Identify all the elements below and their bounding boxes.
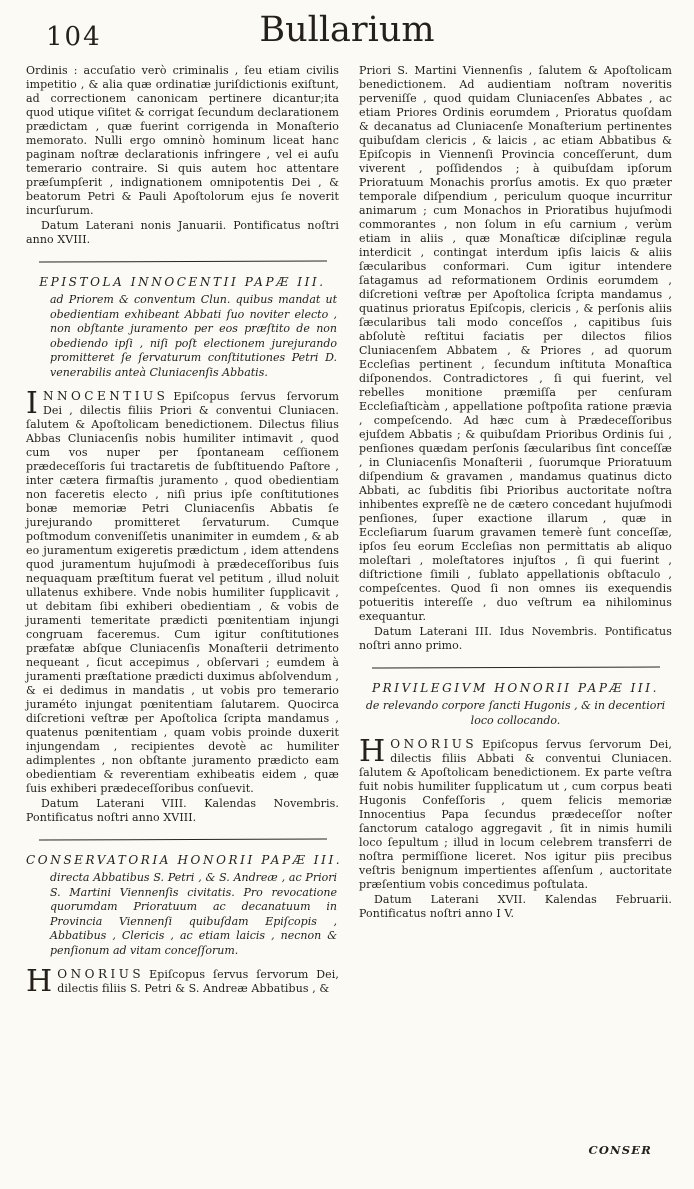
heading-caps: PRIVILEGIVM HONORII PAPÆ III.: [371, 681, 660, 695]
section-heading-conservatoria: [26, 853, 343, 958]
left-column: [26, 64, 343, 999]
section-heading-privilegium: [359, 681, 672, 728]
paragraph-innocentius: [26, 386, 339, 796]
dropcap-name: ONORIUS: [57, 967, 145, 981]
section-heading-epistola: [26, 275, 339, 380]
right-column: [359, 64, 672, 996]
paragraph-body: Epiſcopus ſervus ſervorum Dei, dilectis filiis S. Petri & S. Andreæ Abbatibus , &: [57, 968, 339, 995]
dropcap-initial: H: [26, 964, 53, 999]
section-divider: [39, 838, 327, 840]
datum-line: Datum Laterani XVII. Kalendas Februarii. Pontificatus noſtri anno I V.: [359, 893, 672, 920]
dropcap-initial: I: [26, 386, 38, 421]
page-number: 104: [46, 22, 102, 52]
paragraph-body: Epiſcopus ſervus ſervorum Dei, dilectis filiis Abbati & conventui Cluniacen. ſalutem & Apoſtolicam benedictionem. Ex parte veſtra fuit nobis humiliter ſupplicatum ut , cum corpus beati Hugonis Confeſſoris , quem felicis memoriæ Innocentius Papa ſecundus prædeceſſor noſter ſanctorum catalogo aggregavit , ſit in nimis humili loco ſepultum ; illud in locum celebrem transferri de noſtra permiſſione liceret. Nos igitur piis precibus veſtris benignum impertientes aſſenſum , auctoritate præſentium vobis concedimus poſtulata.: [359, 738, 672, 891]
paragraph-body: Epiſcopus ſervus ſervorum Dei , dilectis filiis Priori & conventui Cluniacen. ſalutem & Apoſtolicam benedictionem. Dilectus filius Abbas Cluniacenſis nobis humiliter intimavit , quod cum vos nuper per ſpontaneam ceſſionem prædeceſſoris ſui tractaretis de ſubſtituendo Paſtore , inter cætera firmaſtis juramento , quod obedientiam non faceretis electo , niſi prius ipſe conſtitutiones bonæ memoriæ Petri Cluniacenſis Abbatis ſe jurejurando promitteret ſervaturum. Cumque poſtmodum conveniſſetis unanimiter in eumdem , & ab eo juramentum exigeretis prædictum , idem attendens quod juramentum hujuſmodi à prædeceſſoribus ſuis nequaquam præſtitum fuerat vel petitum , illud noluit ullatenus exhibere. Vnde nobis humiliter ſupplicavit , ut debitam ſibi exhiberi obedientiam , & vobis de juramenti temeritate prædicti pœnitentiam injungi congruam faceremus. Cum igitur conſtitutiones præfatæ abſque Cluniacenſis Monaſterii detrimento nequeant , ſicut accepimus , obſervari ; eumdem à juramenti præſtatione prædicti duximus abſolvendum , & ei dedimus in mandatis , ut vobis pro temerario juraméto injungat pœnitentiam ſalutarem. Quocirca diſcretioni veſtræ per Apoſtolica ſcripta mandamus , quatenus pœnitentiam , quam vobis proinde duxerit injungendam , recipientes devotè ac humiliter adimplentes , non obſtante juramento prædicto eam obedientiam & reverentiam exhibeatis eidem , quæ ſuis exhiberi prædeceſſoribus conſuevit.: [26, 390, 339, 795]
heading-argument: ad Priorem & conventum Clun. quibus mandat ut obedientiam exhibeant Abbati ſuo noviter electo , non obſtante juramento per eos præſtito de non obediendo ipſi , niſi poſt electionem jurejurando promitteret ſe ſervaturum conſtitutiones Petri D. venerabilis anteà Cluniacenſis Abbatis.: [50, 293, 337, 379]
paragraph-honorius-start: [26, 964, 339, 999]
paragraph-honorius: [359, 734, 672, 892]
section-divider: [39, 260, 327, 262]
heading-argument: directa Abbatibus S. Petri , & S. Andreæ , ac Priori S. Martini Viennenſis civitatis. Pro revocatione quorumdam Prioratuum ac decanatuum in Provincia Viennenſi quibuſdam Epiſcopis , Abbatibus , Clericis , ac etiam laicis , necnon & penſionum ad vitam conceſſorum.: [50, 871, 337, 957]
datum-line: Datum Laterani III. Idus Novembris. Pontificatus noſtri anno primo.: [359, 625, 672, 652]
datum-line: Datum Laterani VIII. Kalendas Novembris. Pontificatus noſtri anno XVIII.: [26, 797, 339, 824]
paragraph-continuation: Ordinis : accuſatio verò criminalis , ſeu etiam civilis impetitio , & alia quæ ordinatiæ juriſdictionis exiſtunt, ad correctionem canonicam pertinere dicantur;ita quod utique viſitet & corrigat ſecundum declarationem prædictam , quæ fuerint corrigenda in Monaſterio memorato. Nulli ergo omninò hominum liceat hanc paginam noſtræ declarationis infringere , vel ei auſu temerario contraire. Si quis autem hoc attentare præſumpſerit , indignationem omnipotentis Dei , & beatorum Petri & Pauli Apoſtolorum ejus ſe noverit incurſurum.: [26, 64, 339, 217]
catchword: CONSER: [588, 1143, 652, 1157]
running-title: Bullarium: [259, 10, 435, 50]
dropcap-name: ONORIUS: [390, 737, 478, 751]
dropcap-name: NNOCENTIUS: [42, 389, 169, 403]
heading-caps: CONSERVATORIA HONORII PAPÆ III.: [26, 853, 343, 867]
paragraph-continuation: Priori S. Martini Viennenſis , ſalutem & Apoſtolicam benedictionem. Ad audientiam noſtram noveritis perveniſſe , quod quidam Cluniacenſes Abbates , ac etiam Priores Ordinis eorumdem , Prioratus quoſdam & decanatus ad Cluniacenſe Monaſterium pertinentes quibuſdam clericis , & laicis , ac etiam Abbatibus & Epiſcopis in Viennenſi Provincia conceſſerunt, dum viverent , poſſidendos ; à quibuſdam ipſorum Prioratuum Monachis prorſus amotis. Ex quo præter temporale diſpendium , periculum quoque incurritur animarum ; cum Monachos in Prioratibus hujuſmodi commorantes , non ſolum in eſu carnium , verùm etiam in aliis , quæ Monaſticæ diſciplinæ regula interdicit , contingat interdum ipſis laicis & aliis ſæcularibus conformari. Cum igitur intendere ſatagamus ad reformationem Ordinis eorumdem , diſcretioni veſtræ per Apoſtolica ſcripta mandamus , quatinus prioratus Epiſcopis, clericis , & perſonis aliis ſæcularibus tali modo conceſſos , capitibus ſuis abſolutè reſtitui faciatis per dilectos filios Cluniacenſem Abbatem , & Priores , ad quorum Eccleſias pertinent , ſecundum inſtituta Monaſtica diſponendos. Contradictores , ſi qui fuerint, vel rebelles monitione præmiſſa per cenſuram Eccleſiaſticàm , appellatione poſtpoſita ratione prævia , compeſcendo. Ad hæc cum à Prædeceſſoribus ejuſdem Abbatis ; & quibuſdam Prioribus Ordinis ſui , penſiones quædam perſonis ſæcularibus ſint conceſſæ , in Cluniacenſis Monaſterii , ſuorumque Prioratuum diſpendium & gravamen , mandamus quatinus dicto Abbati, ac ſubditis ſibi Prioribus auctoritate noſtra inhibentes expreſſè ne de cætero concedant hujuſmodi penſiones, ſuper exactione illarum , quæ in Eccleſiarum ſuarum gravamen temerè ſunt conceſſæ, ipſos ſeu eorum Eccleſias non permittatis ab aliquo moleſtari , moleſtatores injuſtos , ſi qui fuerint , diſtrictione ſimili , ſublato appellationis obſtaculo , compeſcentes. Quod ſi non omnes iis exequendis potueritis intereſſe , duo veſtrum ea nihilominus exequantur.: [359, 64, 672, 623]
datum-line: Datum Laterani nonis Januarii. Pontificatus noſtri anno XVIII.: [26, 219, 339, 246]
heading-caps: EPISTOLA INNOCENTII PAPÆ III.: [39, 275, 326, 289]
dropcap-initial: H: [359, 734, 386, 769]
text-columns: [0, 62, 694, 999]
page-header: [0, 0, 694, 62]
heading-argument: de relevando corpore ſancti Hugonis , & in decentiori loco collocando.: [365, 699, 666, 727]
section-divider: [372, 666, 660, 668]
